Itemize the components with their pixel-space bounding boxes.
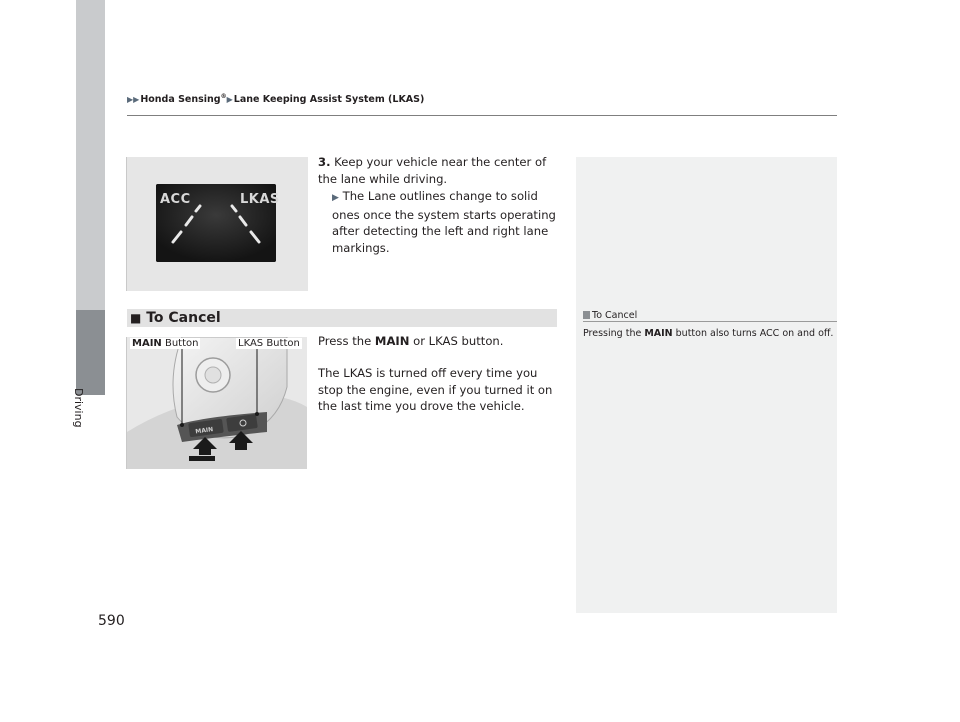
note-reference-icon xyxy=(583,311,590,319)
main-button-callout xyxy=(130,338,200,349)
side-tab-top xyxy=(76,0,105,310)
breadcrumb-arrow-icon: ▶▶ xyxy=(127,95,140,105)
step-result-text: The Lane outlines change to solid ones once the system starts operating after detecting the left and right lane markings. xyxy=(332,189,556,255)
section-title xyxy=(130,309,221,327)
step-text: Keep your vehicle near the center of the lane while driving. xyxy=(318,155,547,186)
steering-wheel-graphic xyxy=(127,337,307,469)
note-title-text: To Cancel xyxy=(592,310,638,321)
breadcrumb-item-lkas[interactable]: Lane Keeping Assist System (LKAS) xyxy=(233,94,425,106)
info-paragraph: The LKAS is turned off every time you stop the engine, even if you turned it on the last time you drove the vehicle. xyxy=(318,366,553,413)
breadcrumb-item-honda-sensing[interactable]: Honda Sensing xyxy=(140,94,221,106)
para1-post: or LKAS button. xyxy=(409,334,504,348)
note-title xyxy=(583,310,637,321)
breadcrumb-arrow-icon: ▶ xyxy=(226,95,233,105)
para1-bold: MAIN xyxy=(374,334,410,348)
display-lkas-label: LKAS xyxy=(240,192,280,207)
note-text-bold: MAIN xyxy=(644,328,673,339)
page-number: 590 xyxy=(98,613,125,629)
note-text-post: button also turns ACC on and off. xyxy=(672,328,834,339)
step-3 xyxy=(318,154,563,187)
para1-pre: Press the xyxy=(318,334,375,348)
result-arrow-icon: ▶ xyxy=(332,193,339,203)
main-button-mark: MAIN xyxy=(194,426,214,436)
note-rule xyxy=(583,321,837,322)
side-tab-label: Driving xyxy=(72,388,85,428)
note-text xyxy=(583,327,835,340)
section-marker-icon: ■ xyxy=(130,311,142,325)
step-number: 3. xyxy=(318,155,331,169)
main-callout-bold: MAIN xyxy=(132,338,162,349)
breadcrumb xyxy=(127,93,424,105)
main-callout-rest: Button xyxy=(161,338,199,349)
registered-mark: ® xyxy=(220,93,227,100)
header-rule xyxy=(127,115,837,116)
section-title-text: To Cancel xyxy=(146,310,221,326)
display-acc-label: ACC xyxy=(160,192,191,207)
lkas-button-callout: LKAS Button xyxy=(238,338,300,349)
note-text-pre: Pressing the xyxy=(583,328,645,339)
notes-column xyxy=(576,157,837,613)
step-3-result xyxy=(332,188,564,256)
figure-steering-buttons xyxy=(126,337,307,469)
instruction-paragraph xyxy=(318,333,563,350)
